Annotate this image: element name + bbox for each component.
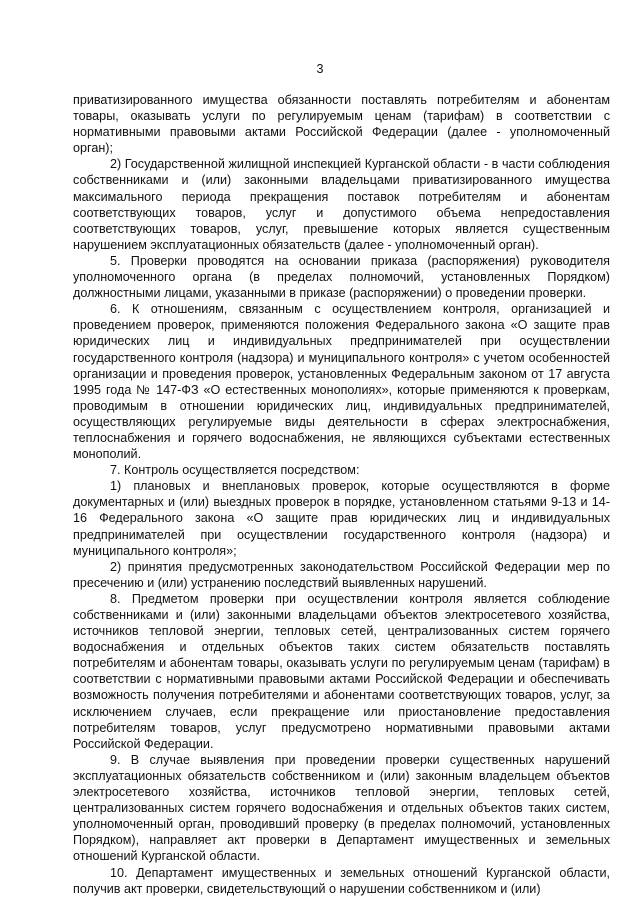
paragraph-7-item-2: 2) принятия предусмотренных законодательством Российской Федерации мер по пресечению и (или) устранению последствий выявленных нарушений. bbox=[73, 559, 610, 590]
paragraph-8: 8. Предметом проверки при осуществлении контроля является соблюдение собственниками и (или) законными владельцами объектов электросетевого хозяйства, источников тепловой энергии, тепловых сетей, централизованных систем горячего водоснабжения и отдельных объектов таких систем обязательств поставлять потребителям и абонентам товары, оказывать услуги по регулируемым ценам (тарифам) в соответствии с нормативными правовыми актами Российской Федерации и обеспечивать возможность получения потребителями и абонентами соответствующих товаров, услуг, за исключением случаев, если прекращение или приостановление предоставления потребителям товаров, услуг предусмотрено нормативными правовыми актами Российской Федерации. bbox=[73, 591, 610, 751]
paragraph-5: 5. Проверки проводятся на основании приказа (распоряжения) руководителя уполномоченного органа (в пределах полномочий, установленных Порядком) должностными лицами, указанными в приказе (распоряжении) о проведении проверки. bbox=[73, 253, 610, 301]
paragraph-9: 9. В случае выявления при проведении проверки существенных нарушений эксплуатационных обязательств собственником и (или) законным владельцем объектов электросетевого хозяйства, источников тепловой энергии, тепловых сетей, централизованных систем горячего водоснабжения и отдельных объектов таких систем, уполномоченный орган, проводивший проверку (в пределах полномочий, установленных Порядком), направляет акт проверки в Департамент имущественных и земельных отношений Курганской области. bbox=[73, 752, 610, 864]
page-number: 3 bbox=[316, 62, 324, 76]
document-body bbox=[73, 92, 610, 897]
paragraph-item-2: 2) Государственной жилищной инспекцией Курганской области - в части соблюдения собственниками и (или) законными владельцами приватизированного имущества максимального периода прекращения поставок потребителям и абонентам соответствующих товаров, услуг и допустимого объема непредоставления соответствующих товаров, услуг, превышение которых является существенным нарушением эксплуатационных обязательств (далее - уполномоченный орган). bbox=[73, 157, 610, 252]
paragraph-7: 7. Контроль осуществляется посредством: bbox=[110, 463, 360, 478]
paragraph-continuation: приватизированного имущества обязанности поставлять потребителям и абонентам товары, оказывать услуги по регулируемым ценам (тарифам) в соответствии с нормативными правовыми актами Российской Федерации (далее - уполномоченный орган); bbox=[73, 93, 610, 156]
paragraph-7-item-1: 1) плановых и внеплановых проверок, которые осуществляются в форме документарных и (или) выездных проверок в порядке, установленном статьями 9-13 и 14-16 Федерального закона «О защите прав юридических лиц и индивидуальных предпринимателей при осуществлении государственного контроля (надзора) и муниципального контроля»; bbox=[73, 479, 610, 558]
paragraph-6: 6. К отношениям, связанным с осуществлением контроля, организацией и проведением проверок, применяются положения Федерального закона «О защите прав юридических лиц и индивидуальных предпринимателей при осуществлении государственного контроля (надзора) и муниципального контроля» с учетом особенностей организации и проведения проверок, установленных Федеральным законом от 17 августа 1995 года № 147-ФЗ «О естественных монополиях», которые применяются к проверкам, проводимым в отношении юридических лиц, индивидуальных предпринимателей, осуществляющих регулируемые виды деятельности в сферах электроснабжения, теплоснабжения и горячего водоснабжения, не являющихся субъектами естественных монополий. bbox=[73, 302, 610, 462]
paragraph-10: 10. Департамент имущественных и земельных отношений Курганской области, получив акт проверки, свидетельствующий о нарушении собственником и (или) bbox=[73, 865, 610, 896]
